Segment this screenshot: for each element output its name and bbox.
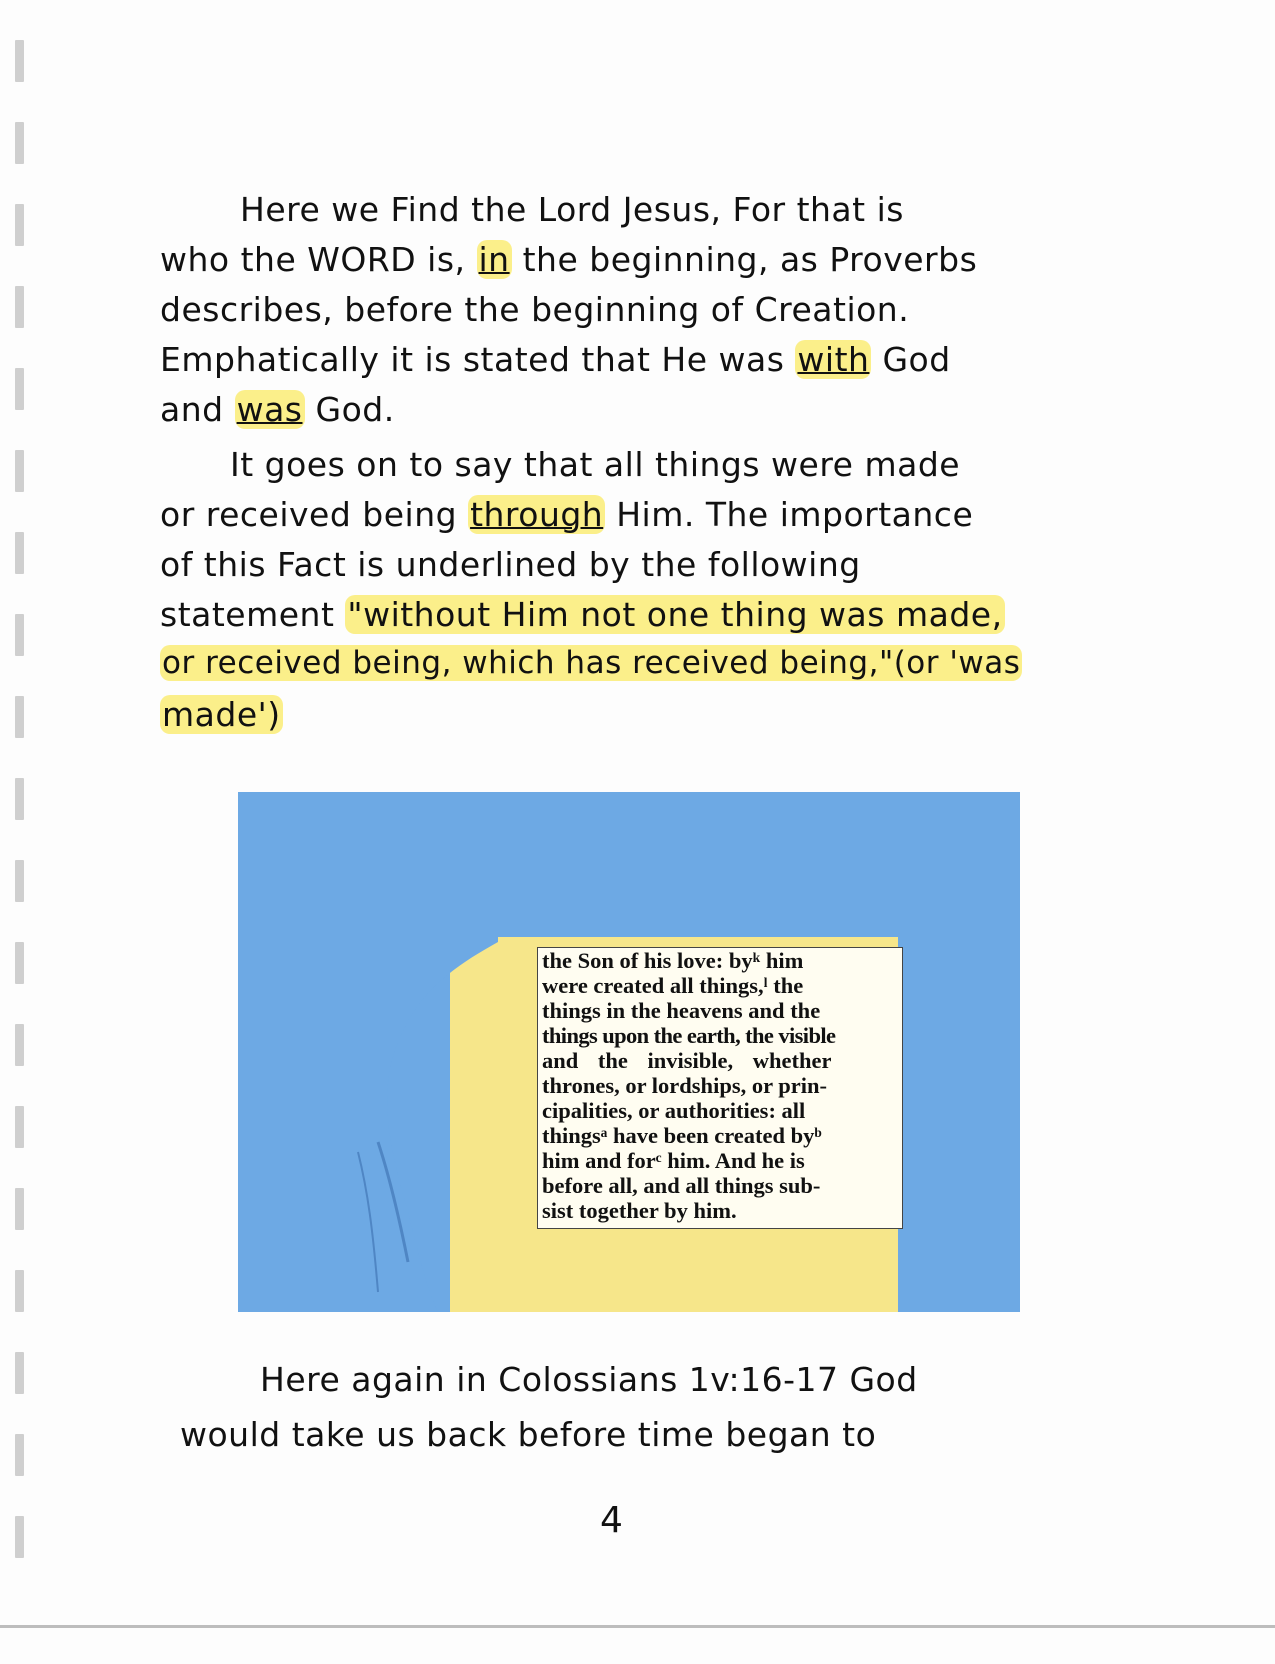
- scripture-clipping: [537, 947, 903, 1229]
- binding-hole: [15, 860, 24, 902]
- p1-line-3: describes, before the beginning of Creation.: [160, 290, 910, 329]
- binding-hole: [15, 204, 24, 246]
- p3-line-2: would take us back before time began to: [180, 1415, 877, 1454]
- p1-line-5-a: and: [160, 390, 224, 429]
- binding-hole: [15, 40, 24, 82]
- clipping-line: him and forᶜ him. And he is: [542, 1148, 805, 1173]
- binding-hole: [15, 450, 24, 492]
- binding-hole: [15, 1516, 24, 1558]
- binding-hole: [15, 122, 24, 164]
- p1-line-4: [160, 340, 951, 379]
- highlight-was: was: [236, 390, 303, 429]
- p1-line-1: Here we Find the Lord Jesus, For that is: [240, 190, 904, 229]
- p1-line-4-a: Emphatically it is stated that He was: [160, 340, 785, 379]
- p2-line-4-a: statement: [160, 595, 335, 634]
- highlight-with: with: [797, 340, 870, 379]
- clipping-line: things upon the earth, the visible: [542, 1023, 836, 1048]
- p1-line-5-c: God.: [315, 390, 395, 429]
- binding-hole: [15, 368, 24, 410]
- clipping-line: the Son of his love: byᵏ him: [542, 948, 804, 973]
- binding-hole: [15, 1352, 24, 1394]
- right-curtain: [898, 937, 1020, 1312]
- binding-hole: [15, 778, 24, 820]
- binding-hole: [15, 1434, 24, 1476]
- p2-line-6: [160, 695, 283, 734]
- binding-hole: [15, 696, 24, 738]
- binding-hole: [15, 1024, 24, 1066]
- curtain-illustration: [238, 792, 1020, 1312]
- highlight-in: in: [478, 240, 510, 279]
- clipping-line: before all, and all things sub-: [542, 1173, 821, 1198]
- p1-line-4-c: God: [882, 340, 951, 379]
- binding-hole: [15, 614, 24, 656]
- clipping-line: cipalities, or authorities: all: [542, 1098, 806, 1123]
- p1-line-2-c: the beginning, as Proverbs: [522, 240, 978, 279]
- p1-line-5: [160, 390, 395, 429]
- p2-line-1: It goes on to say that all things were made: [230, 445, 961, 484]
- clipping-line: thingsᵃ have been created byᵇ: [542, 1123, 822, 1148]
- p2-line-4: [160, 595, 1005, 634]
- page-bottom-edge: [0, 1625, 1275, 1628]
- binding-hole: [15, 942, 24, 984]
- clipping-line: were created all things,ˡ the: [542, 973, 804, 998]
- highlight-quote-mid: or received being, which has received being,"(or 'was: [162, 645, 1021, 681]
- clipping-line: things in the heavens and the: [542, 998, 821, 1023]
- binding-hole: [15, 286, 24, 328]
- clipping-line: sist together by him.: [542, 1198, 737, 1223]
- p2-line-5: [160, 645, 1022, 681]
- binding-hole: [15, 1188, 24, 1230]
- p1-line-2-a: who the WORD is,: [160, 240, 466, 279]
- p2-line-2: [160, 495, 973, 534]
- p2-line-3: of this Fact is underlined by the following: [160, 545, 861, 584]
- clipping-line: thrones, or lordships, or prin-: [542, 1073, 828, 1098]
- page-number: 4: [600, 1500, 623, 1541]
- p3-line-1: Here again in Colossians 1v:16-17 God: [260, 1360, 918, 1399]
- p1-line-2: [160, 240, 977, 279]
- binding-hole: [15, 1106, 24, 1148]
- clipping-line: and the invisible, whether: [542, 1048, 832, 1073]
- binding-holes: [10, 40, 32, 1620]
- highlight-through: through: [470, 495, 604, 534]
- highlight-quote-start: "without Him not one thing was made,: [347, 595, 1003, 634]
- left-curtain-drape: [238, 792, 498, 1312]
- binding-hole: [15, 1270, 24, 1312]
- p2-line-2-a: or received being: [160, 495, 458, 534]
- binding-hole: [15, 532, 24, 574]
- highlight-quote-end: made'): [162, 695, 281, 734]
- p2-line-2-c: Him. The importance: [616, 495, 974, 534]
